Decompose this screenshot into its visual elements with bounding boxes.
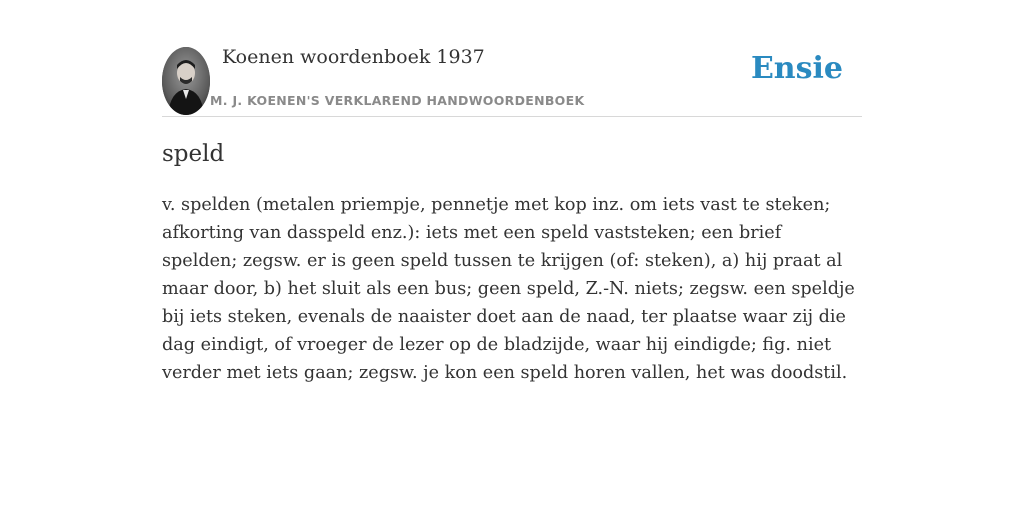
ensie-logo-link[interactable]: Ensie — [750, 51, 843, 86]
portrait-image — [162, 47, 210, 115]
author-portrait[interactable] — [162, 47, 210, 115]
dictionary-title[interactable]: Koenen woordenboek 1937 — [222, 46, 485, 68]
entry-definition: v. spelden (metalen priempje, pennetje met kop inz. om iets vast te steken; afkorting van dasspeld enz.): iets met een speld vaststeken; een brief spelden; zegsw. er is geen speld tussen te krijgen (of: steken), a) hij praat al maar door, b) het sluit als een bus; geen speld, Z.-N. niets; zegsw. een speldje bij iets steken, evenals de naaister doet aan de naad, ter plaatse waar zij die dag eindigt, of vroeger de lezer op de bladzijde, waar hij eindigde; fig. niet verder met iets gaan; zegsw. je kon een speld horen vallen, het was doodstil. — [162, 195, 855, 383]
dictionary-header — [162, 40, 862, 117]
dictionary-subtitle: M. J. KOENEN'S VERKLAREND HANDWOORDENBOEK — [210, 93, 585, 108]
entry-card — [162, 40, 862, 387]
entry-headword: speld — [162, 141, 225, 167]
